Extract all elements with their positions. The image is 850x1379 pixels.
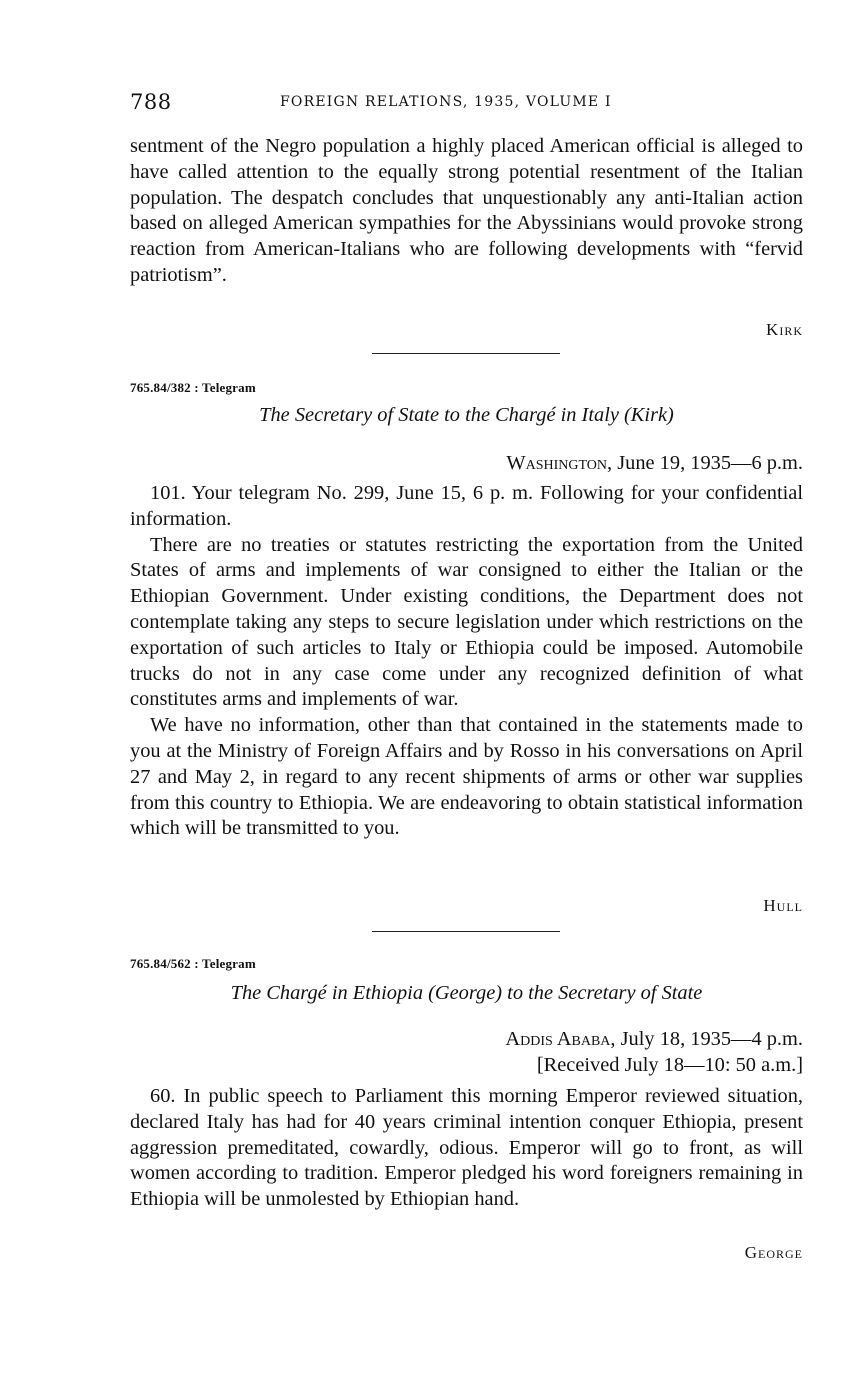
dateline (505, 1028, 803, 1051)
dateline (506, 452, 803, 475)
section-divider (372, 353, 560, 354)
dateline-date: , July 18, 1935—4 p.m. (610, 1028, 803, 1050)
intro-paragraph: sentment of the Negro population a highly placed American official is alleged to have called attention to the equally strong potential resentment of the Italian population. The despatch concludes that unquestionably any anti-Italian action based on alleged American sympathies for the Abyssinians would provoke strong reaction from American-Italians who are following developments with “fervid patriotism”. (130, 135, 803, 286)
section-divider (372, 931, 560, 932)
body-paragraph: We have no information, other than that contained in the statements made to you at the Ministry of Foreign Affairs and by Rosso in his conversations on April 27 and May 2, in regard to any recent shipments of arms or other war supplies from this country to Ethiopia. We are endeavoring to obtain statistical information which will be transmitted to you. (130, 714, 803, 840)
signature-kirk: Kirk (766, 320, 803, 339)
page-header (130, 90, 803, 116)
dateline-place: Addis Ababa (505, 1028, 611, 1050)
signature-george: George (744, 1243, 803, 1262)
received-note: [Received July 18—10: 50 a.m.] (536, 1054, 803, 1076)
signature-hull: Hull (763, 896, 803, 915)
document-title: The Chargé in Ethiopia (George) to the Secretary of State (230, 982, 703, 1004)
page-number: 788 (130, 90, 172, 114)
file-reference: 765.84/382 : Telegram (130, 380, 256, 395)
document-title: The Secretary of State to the Chargé in Italy (Kirk) (259, 404, 674, 426)
dateline-date: , June 19, 1935—6 p.m. (607, 452, 803, 474)
document-body (130, 1084, 803, 1213)
file-reference: 765.84/562 : Telegram (130, 956, 256, 971)
body-paragraph: 60. In public speech to Parliament this morning Emperor reviewed situation, declared Italy has had for 40 years criminal intention conquer Ethiopia, present aggression premeditated, cowardly, odious. Emperor will go to front, as will women according to tradition. Emperor pledged his word foreigners remaining in Ethiopia will be unmolested by Ethiopian hand. (130, 1085, 803, 1211)
dateline-place: Washington (506, 452, 608, 474)
body-paragraph: 101. Your telegram No. 299, June 15, 6 p. m. Following for your confidential information. (130, 482, 803, 530)
running-title: FOREIGN RELATIONS, 1935, VOLUME I (280, 94, 612, 110)
body-paragraph: There are no treaties or statutes restricting the exportation from the United States of arms and implements of war consigned to either the Italian or the Ethiopian Government. Under existing conditions, the Department does not contemplate taking any steps to secure legislation under which restrictions on the exportation of such articles to Italy or Ethiopia could be imposed. Automobile trucks do not in any case come under any recognized definition of what constitutes arms and implements of war. (130, 533, 803, 711)
document-body (130, 481, 803, 842)
